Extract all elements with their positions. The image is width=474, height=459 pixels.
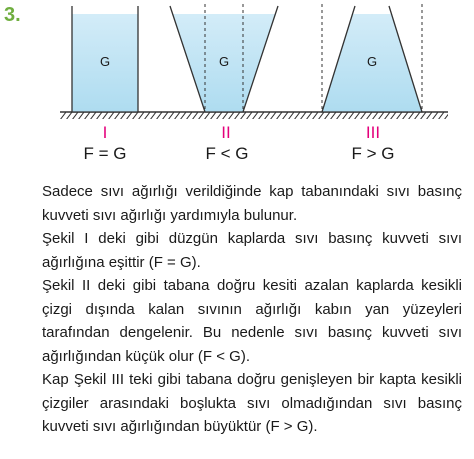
ground: [60, 112, 448, 119]
vessel-2-label: G: [218, 54, 230, 69]
figure-2-relation: F < G: [205, 144, 249, 163]
paragraph-3: Şekil II deki gibi tabana doğru kesiti azalan kaplarda kesikli çizgi dışında kalan sıvının ağırlığı kabın yan yüzeyleri tarafından dengelenir. Bu nedenle sıvı basınç kuvveti sıvı ağırlığından küçük olur (F < G).: [42, 277, 462, 365]
paragraph-1: Sadece sıvı ağırlığı verildiğinde kap tabanındaki sıvı basınç kuvveti sıvı ağırlığı yardımıyla bulunur.: [42, 183, 462, 224]
figure-1-numeral: I: [102, 123, 108, 142]
vessel-1-label: G: [99, 54, 111, 69]
figure-3-relation: F > G: [351, 144, 395, 163]
question-number: 3.: [4, 4, 21, 26]
paragraph-2: Şekil I deki gibi düzgün kaplarda sıvı basınç kuvveti sıvı ağırlığına eşittir (F = G).: [42, 230, 462, 271]
figure-3-numeral: III: [365, 123, 381, 142]
vessel-1: [72, 6, 138, 112]
vessel-3-label: G: [366, 54, 378, 69]
figure-2-numeral: II: [221, 123, 231, 142]
vessel-2: [170, 4, 278, 112]
figure-1-relation: F = G: [83, 144, 127, 163]
vessels-figure: [0, 0, 474, 130]
explanation-text: [42, 180, 462, 439]
vessel-3: [322, 4, 422, 112]
paragraph-4: Kap Şekil III teki gibi tabana doğru genişleyen bir kapta kesikli çizgiler arasındaki boşlukta sıvı olmadığından sıvı basınç kuvveti sıvı ağırlığından büyüktür (F > G).: [42, 371, 462, 435]
